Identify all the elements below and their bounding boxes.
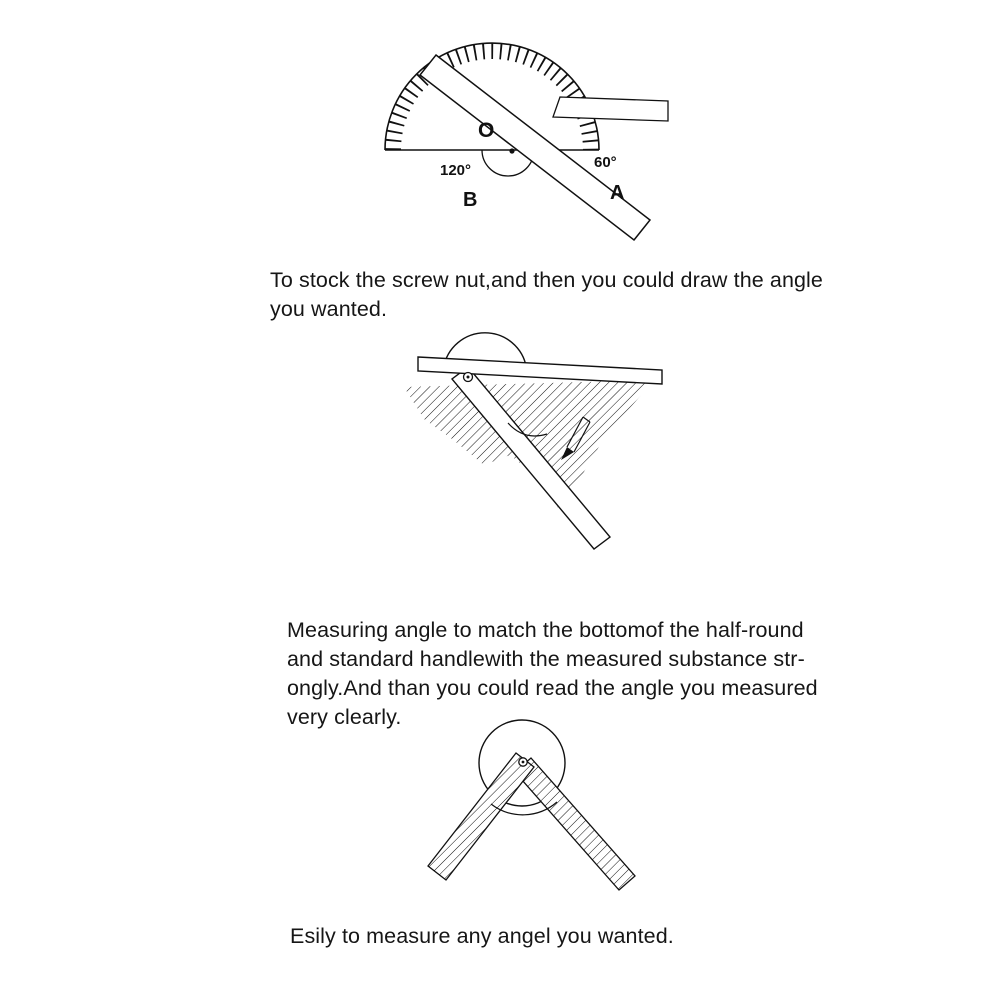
caption-line: Esily to measure any angel you wanted. <box>290 924 674 948</box>
horizontal-ruler-arm <box>553 97 668 121</box>
caption-draw-angle <box>270 266 823 324</box>
caption-line: Measuring angle to match the bottomof the half-round <box>287 618 804 642</box>
caption-line: and standard handlewith the measured substance str- <box>287 647 805 671</box>
pivot-screw-dot <box>467 376 470 379</box>
caption-line: very clearly. <box>287 705 402 729</box>
caption-line: you wanted. <box>270 297 388 321</box>
label-angle-120: 120° <box>440 162 472 179</box>
figure-drawing-angle <box>390 325 670 555</box>
right-ruler-arm <box>515 758 635 890</box>
label-point-b: B <box>463 189 478 211</box>
label-origin: O <box>478 119 495 142</box>
caption-easy-measure <box>290 922 674 951</box>
caption-line: To stock the screw nut,and then you could draw the angle <box>270 268 823 292</box>
figure-protractor-reading <box>330 25 690 255</box>
measuring-diagram <box>415 715 665 905</box>
pivot-screw-dot <box>522 761 525 764</box>
pivot-screw <box>509 148 514 153</box>
figure-measuring-angle <box>415 715 665 905</box>
label-angle-60: 60° <box>594 154 617 171</box>
label-point-a: A <box>610 182 625 204</box>
caption-line: ongly.And than you could read the angle you measured <box>287 676 818 700</box>
drawing-diagram <box>390 325 670 555</box>
diagonal-ruler-arm <box>420 55 650 240</box>
protractor-diagram <box>330 25 690 255</box>
